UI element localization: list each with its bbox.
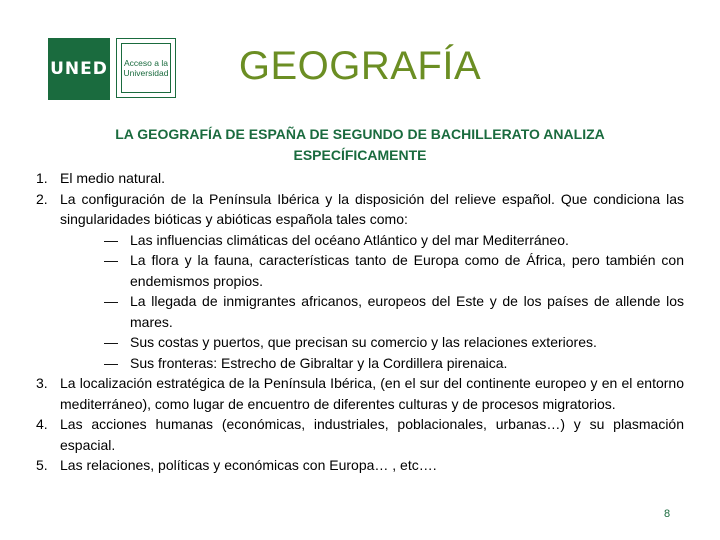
list-item-number: 3. [36, 375, 48, 391]
list-item [36, 373, 684, 414]
sub-list-item-text: Sus fronteras: Estrecho de Gibraltar y la Cordillera pirenaica. [130, 354, 508, 371]
acceso-universidad-logo [116, 38, 176, 98]
list-item [36, 414, 684, 455]
dash-bullet: — [104, 252, 118, 268]
list-item [36, 168, 684, 189]
sub-list-item-text: La flora y la fauna, características tanto de Europa como de África, pero también con endemismos propios. [130, 252, 684, 289]
sub-list [60, 230, 684, 374]
sub-list-item-text: La llegada de inmigrantes africanos, europeos del Este y de los países de allende los mares. [130, 293, 684, 330]
page-subtitle: LA GEOGRAFÍA DE ESPAÑA DE SEGUNDO DE BACHILLERATO ANALIZA ESPECÍFICAMENTE [115, 126, 605, 163]
list-item-text: La configuración de la Península Ibérica y la disposición del relieve español. Que condiciona las singularidades bióticas y abióticas española tales como: [60, 190, 684, 227]
list-item-text: Las acciones humanas (económicas, industriales, poblacionales, urbanas…) y su plasmación espacial. [60, 416, 684, 453]
list-item [36, 455, 684, 476]
sub-list-item [60, 332, 684, 353]
list-item-number: 4. [36, 416, 48, 432]
list-item-number: 2. [36, 190, 48, 207]
page-title: GEOGRAFÍA [238, 44, 482, 88]
dash-bullet: — [104, 231, 118, 248]
list-item-text: La localización estratégica de la Península Ibérica, (en el sur del continente europeo y en el entorno mediterráneo), como lugar de encuentro de diferentes culturas y de procesos migratorios. [60, 375, 684, 412]
list-item-text: El medio natural. [60, 170, 166, 186]
dash-bullet: — [104, 334, 118, 350]
dash-bullet: — [104, 293, 118, 309]
sub-list-item-text: Las influencias climáticas del océano Atlántico y del mar Mediterráneo. [130, 231, 569, 248]
acceso-universidad-logo-text: Acceso a la Universidad [121, 43, 171, 93]
list-item [36, 189, 684, 374]
dash-bullet: — [104, 354, 118, 371]
sub-list-item [60, 250, 684, 291]
list-item-number: 5. [36, 457, 48, 473]
uned-logo [48, 38, 110, 100]
sub-list-item [60, 291, 684, 332]
sub-list-item-text: Sus costas y puertos, que precisan su comercio y las relaciones exteriores. [130, 334, 597, 350]
sub-list-item [60, 230, 684, 251]
list-item-number: 1. [36, 170, 48, 186]
content-list [36, 168, 684, 476]
uned-logo-text: UNED [50, 59, 108, 79]
sub-list-item [60, 353, 684, 374]
page-number: 8 [664, 508, 671, 520]
list-item-text: Las relaciones, políticas y económicas con Europa… , etc…. [60, 457, 437, 473]
